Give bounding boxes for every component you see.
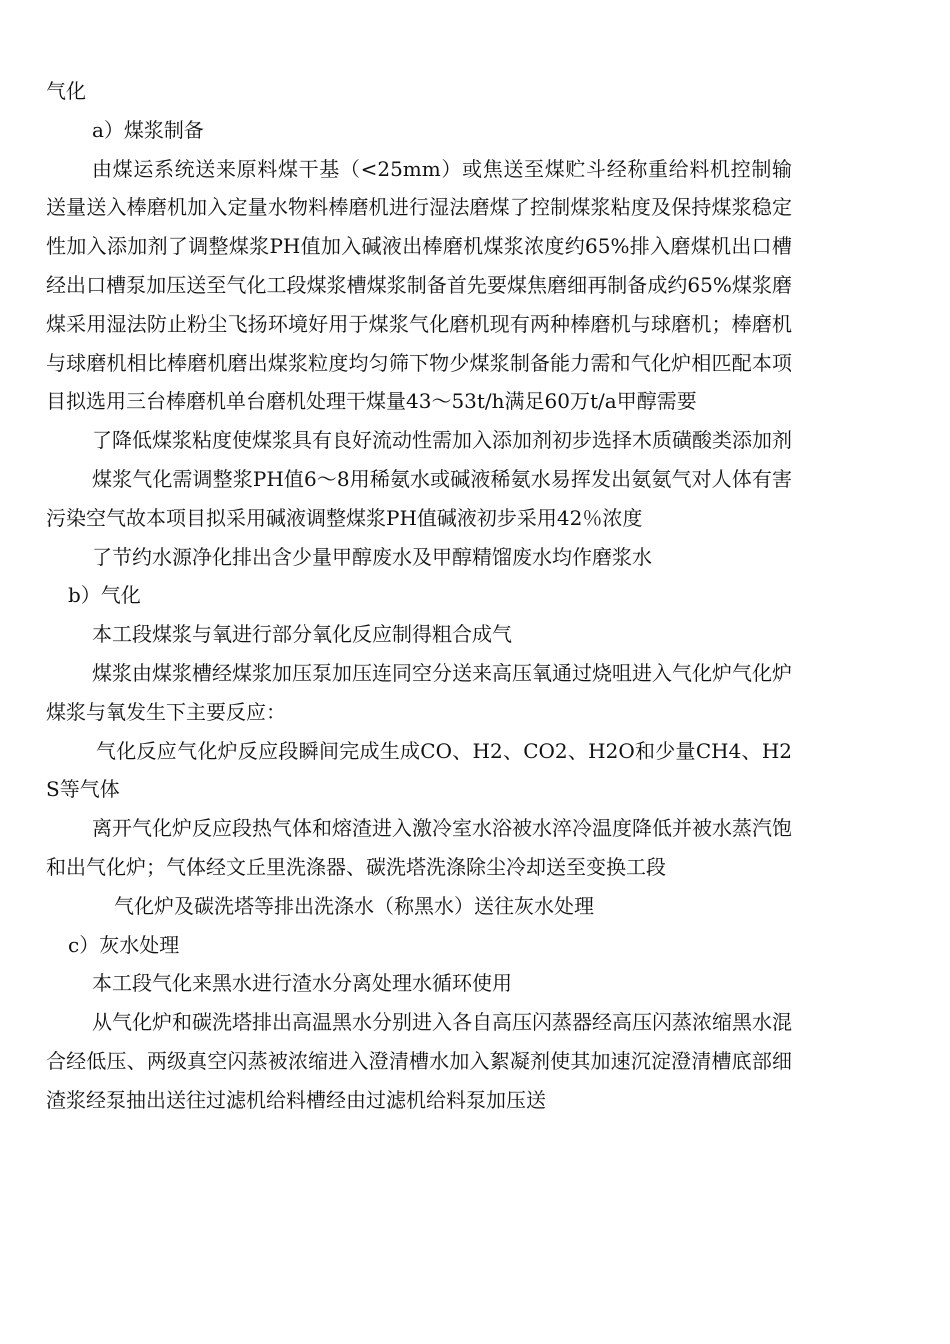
paragraph: 了降低煤浆粘度使煤浆具有良好流动性需加入添加剂初步选择木质磺酸类添加剂: [92, 428, 792, 453]
paragraph: 煤浆气化需调整浆PH值6～8用稀氨水或碱液稀氨水易挥发出氨氨气对人体有害污染空气故本项目拟采用碱液调整煤浆PH值碱液初步采用42％浓度: [46, 466, 792, 530]
paragraph: 从气化炉和碳洗塔排出高温黑水分别进入各自高压闪蒸器经高压闪蒸浓缩黑水混合经低压、两级真空闪蒸被浓缩进入澄清槽水加入絮凝剂使其加速沉淀澄清槽底部细渣浆经泵抽出送往过滤机给料槽经由过滤机给料泵加压送: [46, 1010, 792, 1112]
subsection-heading-a: a）煤浆制备: [92, 117, 204, 142]
paragraph: 本工段气化来黑水进行渣水分离处理水循环使用: [92, 971, 512, 996]
section-heading: 气化: [46, 79, 86, 103]
subsection-heading-c: c）灰水处理: [68, 932, 180, 957]
document-page: [46, 72, 792, 1120]
subsection-heading-b: b）气化: [68, 583, 141, 608]
paragraph: 离开气化炉反应段热气体和熔渣进入激冷室水浴被水淬冷温度降低并被水蒸汽饱和出气化炉；气体经文丘里洗涤器、碳洗塔洗涤除尘冷却送至变换工段: [46, 816, 792, 879]
paragraph: 本工段煤浆与氧进行部分氧化反应制得粗合成气: [92, 622, 512, 647]
paragraph: 了节约水源净化排出含少量甲醇废水及甲醇精馏废水均作磨浆水: [92, 544, 652, 569]
paragraph: 由煤运系统送来原料煤干基（<25mm）或焦送至煤贮斗经称重给料机控制输送量送入棒磨机加入定量水物料棒磨机进行湿法磨煤了控制煤浆粘度及保持煤浆稳定性加入添加剂了调整煤浆PH值加入碱液出棒磨机煤浆浓度约65%排入磨煤机出口槽经出口槽泵加压送至气化工段煤浆槽煤浆制备首先要煤焦磨细再制备成约65%煤浆磨煤采用湿法防止粉尘飞扬环境好用于煤浆气化磨机现有两种棒磨机与球磨机；棒磨机与球磨机相比棒磨机磨出煤浆粒度均匀筛下物少煤浆制备能力需和气化炉相匹配本项目拟选用三台棒磨机单台磨机处理干煤量43～53t/h满足60万t/a甲醇需要: [46, 156, 792, 414]
paragraph: 煤浆由煤浆槽经煤浆加压泵加压连同空分送来高压氧通过烧咀进入气化炉气化炉煤浆与氧发生下主要反应：: [46, 660, 792, 724]
paragraph: 气化反应气化炉反应段瞬间完成生成CO、H2、CO2、H2O和少量CH4、H2S等气体: [46, 738, 792, 802]
paragraph: 气化炉及碳洗塔等排出洗涤水（称黑水）送往灰水处理: [114, 893, 594, 918]
